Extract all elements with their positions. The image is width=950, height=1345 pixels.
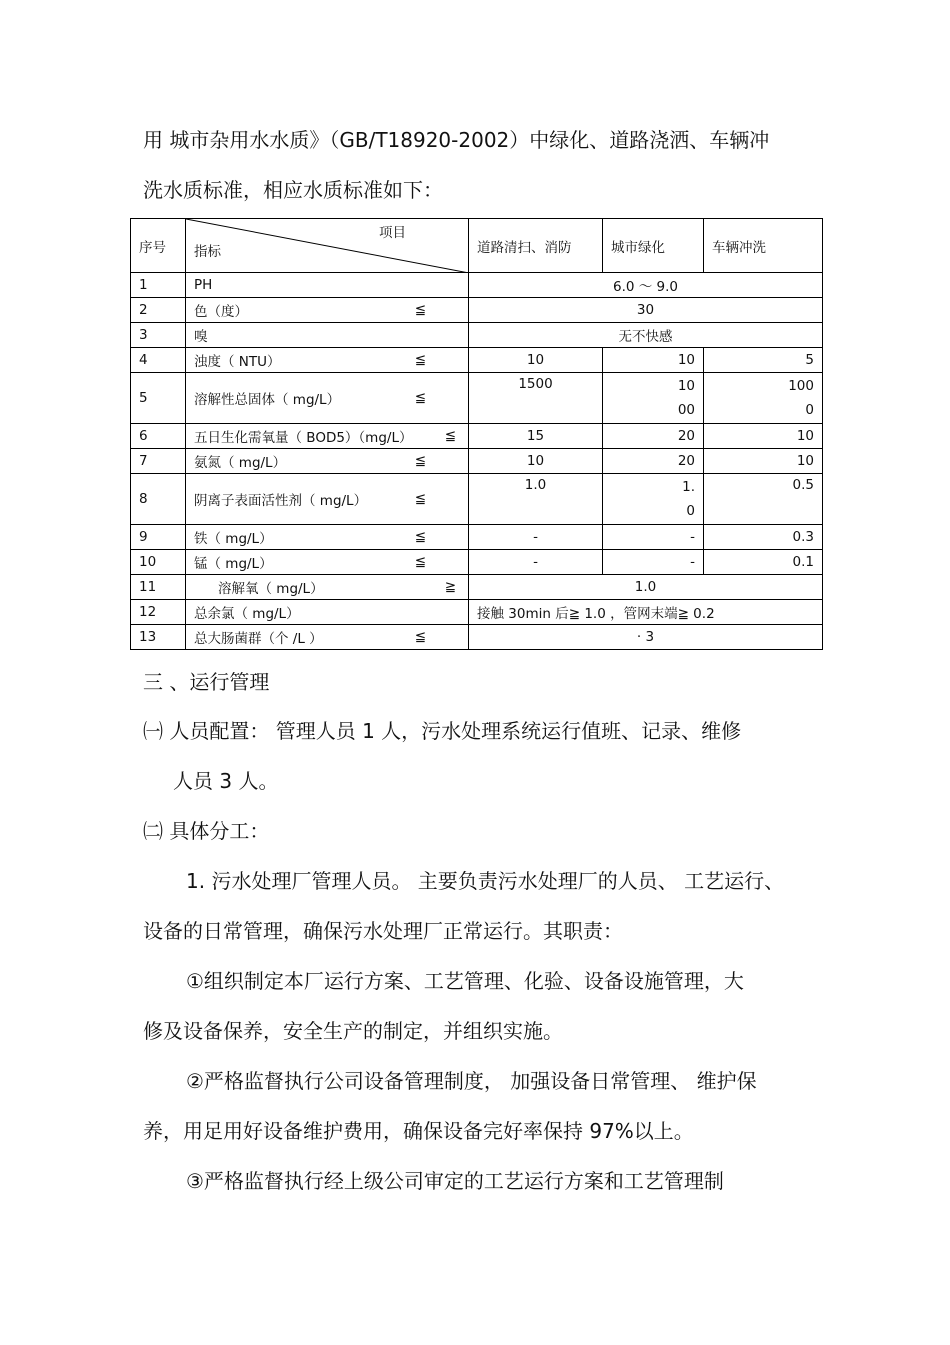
table-row <box>131 424 823 449</box>
row-symbol: ≦ <box>414 390 426 406</box>
row-symbol: ≦ <box>414 491 426 507</box>
paragraph-division-heading: ㈡ 具体分工： <box>143 819 270 843</box>
row-no: 11 <box>131 575 186 600</box>
row-name: 溶解氧（ mg/L） <box>218 581 324 597</box>
water-quality-table <box>130 218 823 650</box>
row-value-col1: 10 <box>469 348 603 373</box>
row-name: 浊度（ NTU） <box>194 354 281 370</box>
paragraph-staffing-1: ㈠ 人员配置： 管理人员 1 人，污水处理系统运行值班、记录、维修 <box>143 719 742 743</box>
row-no: 5 <box>131 373 186 424</box>
row-name: 总余氯（ mg/L） <box>186 600 469 625</box>
row-no: 13 <box>131 625 186 650</box>
paragraph-manager-1: 1. 污水处理厂管理人员。 主要负责污水处理厂的人员、 工艺运行、 <box>186 869 785 893</box>
table-row <box>131 348 823 373</box>
row-merged-value: · 3 <box>469 625 823 650</box>
row-value-col2: 20 <box>603 424 704 449</box>
row-value-col1: - <box>469 525 603 550</box>
header-seq: 序号 <box>131 219 186 273</box>
header-col2: 城市绿化 <box>603 219 704 273</box>
row-value-col3: 10 <box>704 424 823 449</box>
row-no: 7 <box>131 449 186 474</box>
table-row <box>131 575 823 600</box>
table-row <box>131 449 823 474</box>
row-no: 12 <box>131 600 186 625</box>
row-no: 1 <box>131 273 186 298</box>
table-row <box>131 600 823 625</box>
row-value-col3: 5 <box>704 348 823 373</box>
row-value-col1: - <box>469 550 603 575</box>
header-indicator: 指标 <box>194 244 221 260</box>
table-row <box>131 625 823 650</box>
header-diagonal-cell <box>186 219 469 273</box>
paragraph-duty-2b: 养，用足用好设备维护费用，确保设备完好率保持 97%以上。 <box>143 1119 694 1143</box>
row-symbol: ≦ <box>444 428 456 444</box>
paragraph-manager-2: 设备的日常管理，确保污水处理厂正常运行。其职责： <box>143 919 623 943</box>
row-value-col2-line1: 10 <box>677 378 695 394</box>
paragraph-staffing-2: 人员 3 人。 <box>173 769 279 793</box>
header-col1: 道路清扫、消防 <box>469 219 603 273</box>
row-value-col3: 0.1 <box>704 550 823 575</box>
table-row <box>131 273 823 298</box>
row-merged-value: 30 <box>469 298 823 323</box>
row-name: 嗅 <box>186 323 469 348</box>
diagonal-line <box>186 219 469 273</box>
row-value-col2-line2: 0 <box>686 503 695 519</box>
row-value-col3: 0.5 <box>704 474 823 525</box>
table-header-row <box>131 219 823 273</box>
row-symbol: ≦ <box>414 352 426 368</box>
row-value-col3: 0.3 <box>704 525 823 550</box>
row-value-col1: 1.0 <box>469 474 603 525</box>
row-merged-value: 6.0 ～ 9.0 <box>469 273 823 298</box>
row-merged-value: 无不快感 <box>469 323 823 348</box>
table-row <box>131 323 823 348</box>
row-no: 2 <box>131 298 186 323</box>
row-name: 五日生化需氧量（ BOD5）（mg/L） <box>194 430 413 446</box>
row-name: 氨氮（ mg/L） <box>194 455 287 471</box>
row-value-col3-line1: 100 <box>788 378 814 394</box>
row-value-col2: 10 <box>603 348 704 373</box>
paragraph-duty-1a: ①组织制定本厂运行方案、工艺管理、化验、设备设施管理，大 <box>186 969 744 993</box>
table-row <box>131 525 823 550</box>
row-name: 溶解性总固体（ mg/L） <box>194 392 341 408</box>
row-name: 铁（ mg/L） <box>194 531 273 547</box>
row-no: 8 <box>131 474 186 525</box>
header-item: 项目 <box>379 225 406 241</box>
table-row <box>131 474 823 525</box>
table-row <box>131 373 823 424</box>
row-value-col2: - <box>603 550 704 575</box>
table-row <box>131 550 823 575</box>
row-value-col3: 10 <box>704 449 823 474</box>
section-3-heading: 三 、运行管理 <box>143 670 270 694</box>
row-no: 9 <box>131 525 186 550</box>
row-no: 3 <box>131 323 186 348</box>
row-symbol: ≦ <box>414 554 426 570</box>
row-value-col1: 15 <box>469 424 603 449</box>
row-value-col2: - <box>603 525 704 550</box>
row-symbol: ≦ <box>414 629 426 645</box>
row-name: 总大肠菌群（个 /L ） <box>194 631 323 647</box>
row-symbol: ≧ <box>444 579 456 595</box>
row-symbol: ≦ <box>414 529 426 545</box>
row-value-col1: 1500 <box>469 373 603 424</box>
paragraph-duty-1b: 修及设备保养，安全生产的制定，并组织实施。 <box>143 1019 563 1043</box>
intro-line-2: 洗水质标准，相应水质标准如下： <box>143 178 443 202</box>
row-name: 色（度） <box>194 304 248 320</box>
row-name: 锰（ mg/L） <box>194 556 273 572</box>
paragraph-duty-2a: ②严格监督执行公司设备管理制度， 加强设备日常管理、 维护保 <box>186 1069 757 1093</box>
row-value-col2-line2: 00 <box>677 402 695 418</box>
row-merged-value: 1.0 <box>469 575 823 600</box>
intro-line-1: 用 城市杂用水水质》（GB/T18920-2002）中绿化、道路浇洒、车辆冲 <box>143 128 770 152</box>
row-value-col1: 10 <box>469 449 603 474</box>
paragraph-duty-3a: ③严格监督执行经上级公司审定的工艺运行方案和工艺管理制 <box>186 1169 724 1193</box>
row-name: PH <box>186 273 469 298</box>
header-col3: 车辆冲洗 <box>704 219 823 273</box>
row-value-col3-line2: 0 <box>805 402 814 418</box>
row-no: 10 <box>131 550 186 575</box>
row-value-col2-line1: 1. <box>682 479 695 495</box>
table-row <box>131 298 823 323</box>
row-name: 阴离子表面活性剂（ mg/L） <box>194 493 368 509</box>
row-value-col2: 20 <box>603 449 704 474</box>
row-merged-value: 接触 30min 后≧ 1.0 ，管网末端≧ 0.2 <box>469 600 823 625</box>
row-symbol: ≦ <box>414 453 426 469</box>
row-no: 4 <box>131 348 186 373</box>
row-no: 6 <box>131 424 186 449</box>
row-symbol: ≦ <box>414 302 426 318</box>
